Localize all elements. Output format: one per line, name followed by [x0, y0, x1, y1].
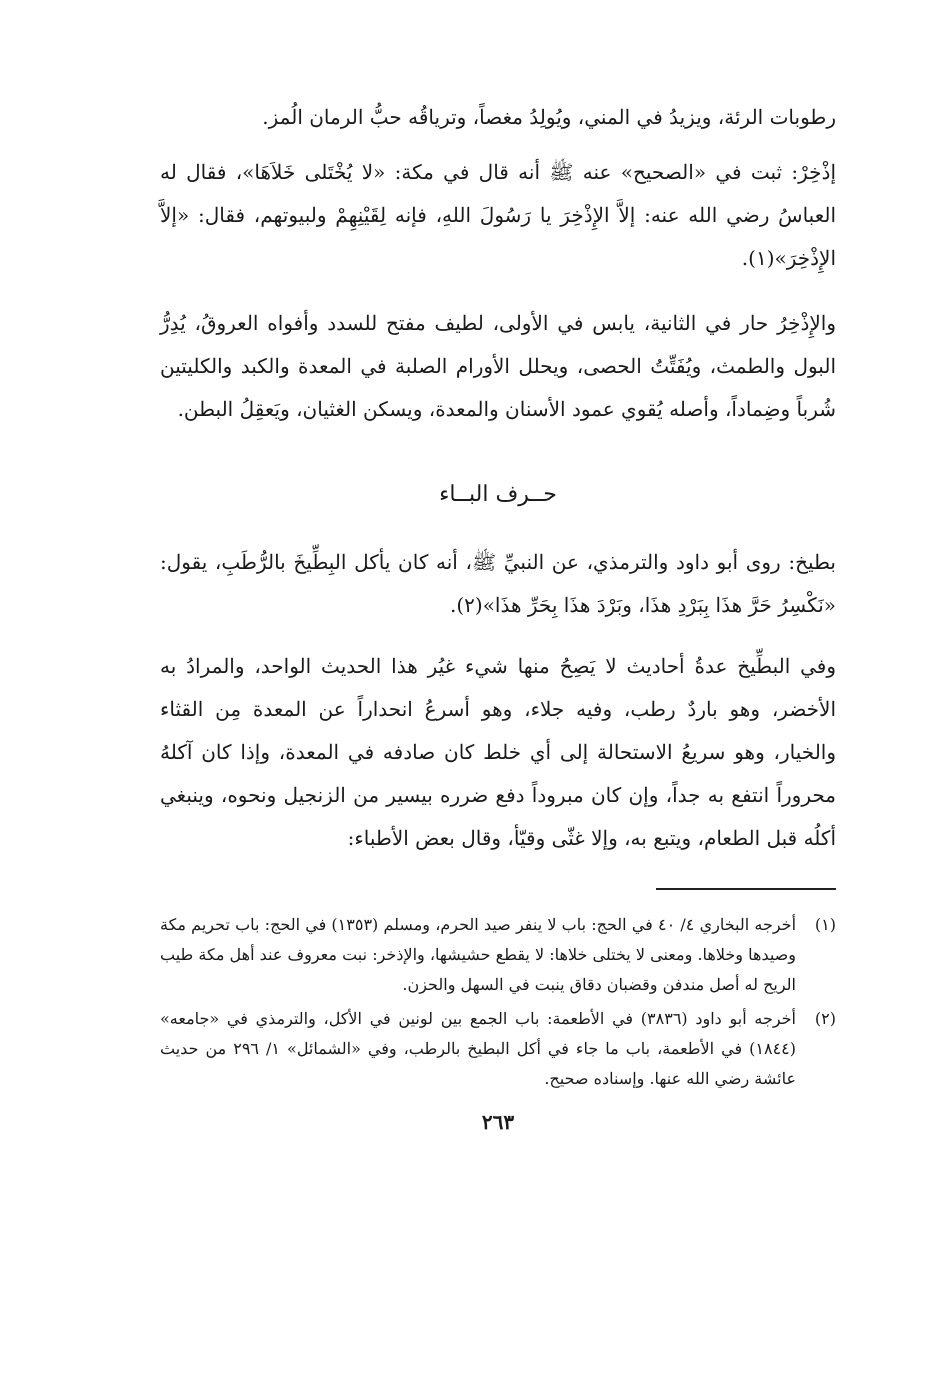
footnote-item [160, 910, 836, 1000]
footnote-item [160, 1004, 836, 1094]
footnote-text: أخرجه البخاري ٤/ ٤٠ في الحج: باب لا ينفر صيد الحرم، ومسلم (١٣٥٣) في الحج: باب تحريم مكة وصيدها وخلاها. ومعنى لا يختلى خلاها: لا يقطع حشيشها، والإذخر: نبت معروف عند أهل مكة طيب الريح له أصل مندفن وقضبان دقاق ينبت في السهل والحزن. [160, 915, 797, 994]
footnote-divider [656, 888, 836, 890]
footnote-number: (١) [814, 915, 836, 934]
footnote-text: أخرجه أبو داود (٣٨٣٦) في الأطعمة: باب الجمع بين لونين في الأكل، والترمذي في «جامعه» (١٨٤٤) في الأطعمة، باب ما جاء في أكل البطيخ بالرطب، وفي «الشمائل» ١/ ٢٩٦ من حديث عائشة رضي الله عنها. وإسناده صحيح. [160, 1009, 797, 1088]
footnotes [160, 910, 836, 1094]
paragraph-battikh-hadith: بطيخ: روى أبو داود والترمذي، عن النبيِّ ﷺ، أنه كان يأكل البِطِّيخَ بالرُّطَبِ، يقول: «نَكْسِرُ حَرَّ هذَا بِبَرْدِ هذَا، وبَرْدَ هذَا بِحَرِّ هذَا»(٢). [160, 550, 836, 617]
page-number: ٢٦٣ [481, 1110, 515, 1134]
paragraph-idhkhir-properties: والإِذْخِرُ حار في الثانية، يابس في الأولى، لطيف مفتح للسدد وأفواه العروقُ، يُدِرُّ البول والطمث، ويُفَتِّتُ الحصى، ويحلل الأورام الصلبة في المعدة والكبد والكليتين شُرباً وضِماداً، وأصله يُقوي عمود الأسنان والمعدة، ويسكن الغثيان، ويَعقِلُ البطن. [160, 311, 836, 421]
paragraph-continuation: رطوبات الرئة، ويزيدُ في المني، ويُولِدُ مغصاً، وترياقُه حبُّ الرمان الُمز. [262, 105, 836, 129]
chapter-heading: حــرف البــاء [439, 482, 557, 507]
paragraph-idhkhir-hadith: إذْخِرْ: ثبت في «الصحيح» عنه ﷺ أنه قال في مكة: «لا يُخْتَلى خَلاَهَا»، فقال له العباسُ رضي الله عنه: إلاَّ الإِذْخِرَ يا رَسُولَ اللهِ، فإنه لِقَيْنِهِمْ ولبيوتهم، فقال: «إلاَّ الإِذْخِرَ»(١). [160, 160, 836, 270]
book-page [160, 96, 836, 1134]
paragraph-battikh-properties: وفي البطِّيخ عدةُ أحاديث لا يَصِحُ منها شيء غيُر هذا الحديث الواحد، والمرادُ به الأخضر، وهو باردٌ رطب، وفيه جلاء، وهو أسرعُ انحداراً عن المعدة مِن القثاء والخيار، وهو سريعُ الاستحالة إلى أي خلط كان صادفه في المعدة، وإذا كان آكلهُ محروراً انتفع به جداً، وإن كان مبروداً دفع ضرره بيسير من الزنجيل ونحوه، وينبغي أكلُه قبل الطعام، ويتبع به، وإلا غثّى وقيّأ، وقال بعض الأطباء: [160, 654, 836, 850]
footnote-number: (٢) [814, 1009, 836, 1028]
